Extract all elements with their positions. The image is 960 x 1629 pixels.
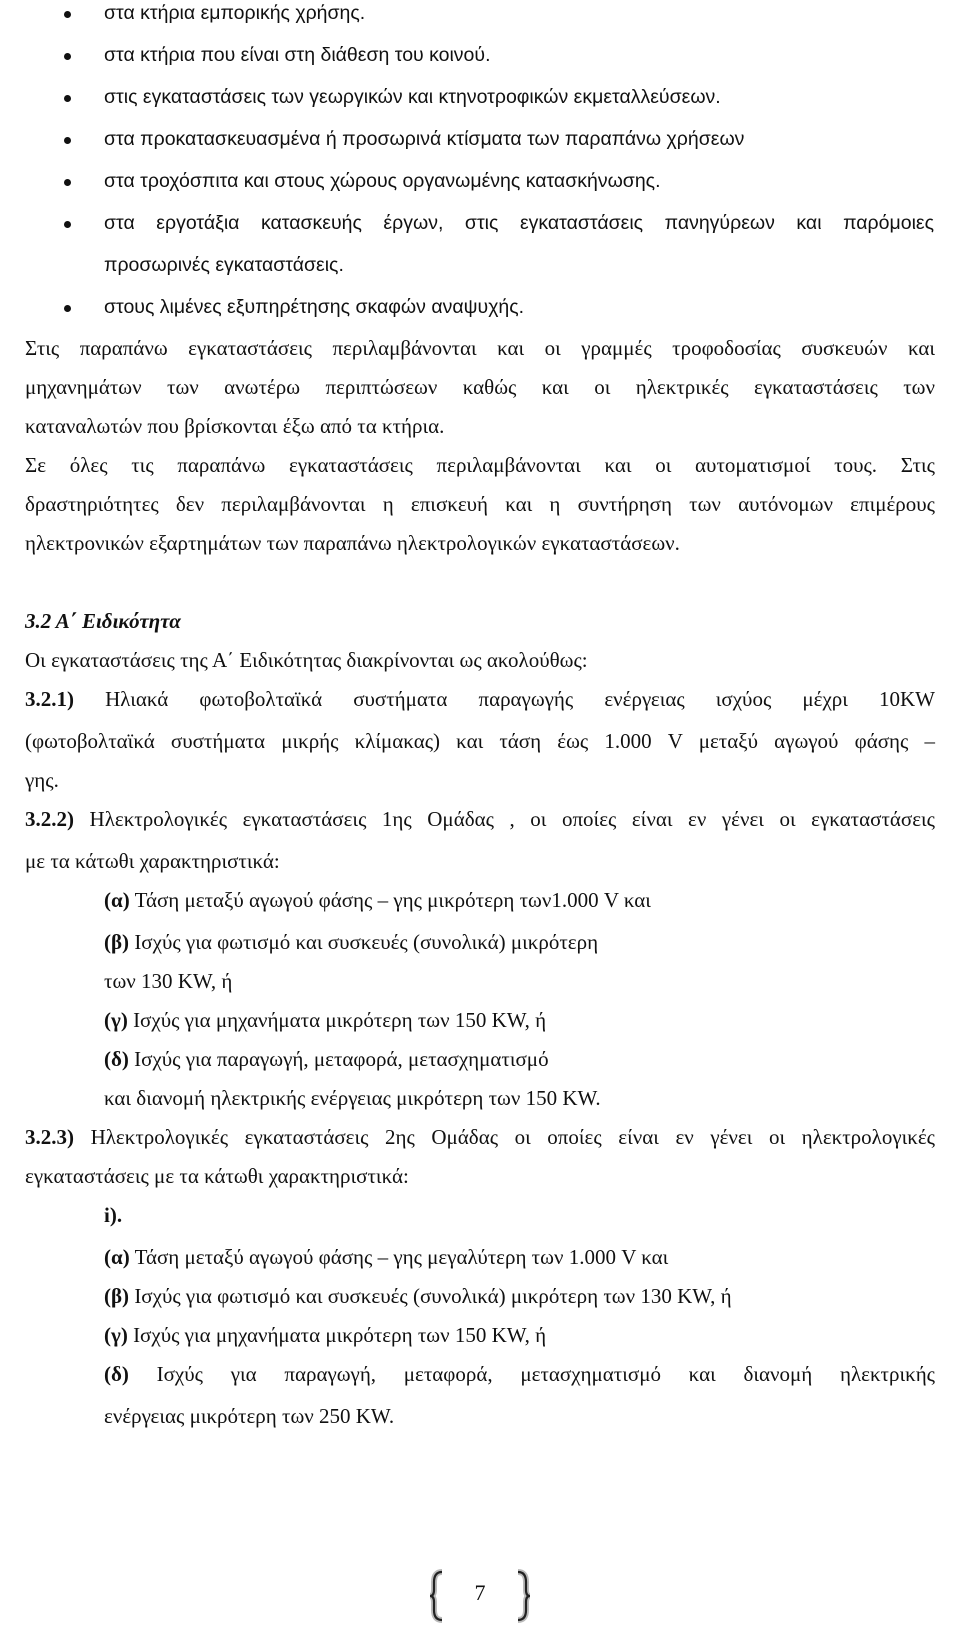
item-line	[25, 807, 935, 832]
sub-item-text: Τάση μεταξύ αγωγού φάσης – γης μεγαλύτερη των 1.000 V και	[129, 1245, 669, 1269]
item-text: Ηλεκτρολογικές εγκαταστάσεις 1ης Ομάδας , οι οποίες είναι εν γένει οι εγκαταστάσεις	[74, 807, 935, 831]
item-number: 3.2.2)	[25, 807, 74, 831]
sub-item-text: Ισχύς για φωτισμό και συσκευές (συνολικά) μικρότερη	[129, 930, 599, 954]
item-line: με τα κάτωθι χαρακτηριστικά:	[25, 849, 280, 873]
sub-item-b	[104, 1284, 732, 1309]
bullet-dot	[64, 305, 71, 312]
item-line	[25, 1125, 935, 1150]
sub-item-d-continuation: ενέργειας μικρότερη των 250 KW.	[104, 1404, 395, 1428]
item-line: γης.	[25, 768, 59, 792]
bullet-item: στα τροχόσπιτα και στους χώρους οργανωμένης κατασκήνωσης.	[104, 170, 661, 192]
page-number-footer	[428, 1568, 532, 1624]
paragraph-line: δραστηριότητες δεν περιλαμβάνονται η επισκευή και η συντήρηση των αυτόνομων επιμέρους	[25, 492, 935, 516]
sub-item-text: Ισχύς για παραγωγή, μεταφορά, μετασχηματισμό	[128, 1047, 549, 1071]
bullet-item: στα κτήρια που είναι στη διάθεση του κοινού.	[104, 44, 491, 66]
paragraph-line: Σε όλες τις παραπάνω εγκαταστάσεις περιλαμβάνονται και οι αυτοματισμοί τους. Στις	[25, 453, 935, 477]
sub-item-label: (γ)	[104, 1008, 128, 1032]
sub-item-text: Ισχύς για παραγωγή, μεταφορά, μετασχηματισμό και διανομή ηλεκτρικής	[128, 1362, 935, 1386]
sub-item-text: Ισχύς για μηχανήματα μικρότερη των 150 KW, ή	[127, 1323, 547, 1347]
sub-item-label: (δ)	[104, 1047, 129, 1071]
item-number: 3.2.1)	[25, 687, 74, 711]
bullet-dot	[64, 95, 71, 102]
sub-item-text: Τάση μεταξύ αγωγού φάσης – γης μικρότερη των1.000 V και	[129, 888, 651, 912]
section-heading: 3.2 Α΄ Ειδικότητα	[25, 609, 181, 633]
sub-item-label: (α)	[104, 1245, 130, 1269]
item-line: εγκαταστάσεις με τα κάτωθι χαρακτηριστικά:	[25, 1164, 409, 1188]
bullet-item: στις εγκαταστάσεις των γεωργικών και κτηνοτροφικών εκμεταλλεύσεων.	[104, 86, 721, 108]
paragraph-line: καταναλωτών που βρίσκονται έξω από τα κτήρια.	[25, 414, 445, 438]
sub-item-d	[104, 1047, 549, 1072]
sub-item-c	[104, 1008, 546, 1033]
sub-item-label: (δ)	[104, 1362, 129, 1386]
item-text: Ηλεκτρολογικές εγκαταστάσεις 2ης Ομάδας οι οποίες είναι εν γένει οι ηλεκτρολογικές	[74, 1125, 935, 1149]
sub-item-text: Ισχύς για φωτισμό και συσκευές (συνολικά) μικρότερη των 130 KW, ή	[129, 1284, 732, 1308]
sub-item-text: Ισχύς για μηχανήματα μικρότερη των 150 KW, ή	[127, 1008, 547, 1032]
bullet-dot	[64, 53, 71, 60]
bullet-item-continuation: προσωρινές εγκαταστάσεις.	[104, 254, 344, 276]
sub-item-a	[104, 1245, 668, 1270]
section-intro: Οι εγκαταστάσεις της Α΄ Ειδικότητας διακρίνονται ως ακολούθως:	[25, 648, 588, 672]
item-number: 3.2.3)	[25, 1125, 74, 1149]
sub-item-c	[104, 1323, 546, 1348]
bullet-dot	[64, 221, 71, 228]
sub-item-label: (β)	[104, 930, 130, 954]
item-line: (φωτοβολταϊκά συστήματα μικρής κλίμακας) και τάση έως 1.000 V μεταξύ αγωγού φάσης –	[25, 729, 935, 753]
item-line	[25, 687, 935, 712]
paragraph-line: μηχανημάτων των ανωτέρω περιπτώσεων καθώς και οι ηλεκτρικές εγκαταστάσεις των	[25, 375, 935, 399]
item-text: Ηλιακά φωτοβολταϊκά συστήματα παραγωγής ενέργειας ισχύος μέχρι 10KW	[74, 687, 935, 711]
bullet-item: στα προκατασκευασμένα ή προσωρινά κτίσματα των παραπάνω χρήσεων	[104, 128, 745, 150]
bullet-item: στα κτήρια εμπορικής χρήσης.	[104, 2, 366, 24]
sub-item-a	[104, 888, 651, 913]
bullet-dot	[64, 11, 71, 18]
bullet-dot	[64, 179, 71, 186]
bullet-item: στα εργοτάξια κατασκευής έργων, στις εγκαταστάσεις πανηγύρεων και παρόμοιες	[104, 212, 934, 234]
paragraph-line: ηλεκτρονικών εξαρτημάτων των παραπάνω ηλεκτρολογικών εγκαταστάσεων.	[25, 531, 680, 555]
bullet-item: στους λιμένες εξυπηρέτησης σκαφών αναψυχής.	[104, 296, 525, 318]
sub-item-d-continuation: και διανομή ηλεκτρικής ενέργειας μικρότερη των 150 KW.	[104, 1086, 601, 1110]
sub-item-d	[104, 1362, 935, 1387]
sub-item-b	[104, 930, 598, 955]
sub-item-label: (γ)	[104, 1323, 128, 1347]
bullet-dot	[64, 137, 71, 144]
sub-item-label: (β)	[104, 1284, 130, 1308]
sub-heading-i: i).	[104, 1203, 123, 1227]
sub-item-b-continuation: των 130 KW, ή	[104, 969, 233, 993]
paragraph-line: Στις παραπάνω εγκαταστάσεις περιλαμβάνονται και οι γραμμές τροφοδοσίας συσκευών και	[25, 336, 935, 360]
page-number: 7	[474, 1580, 486, 1605]
sub-item-label: (α)	[104, 888, 130, 912]
